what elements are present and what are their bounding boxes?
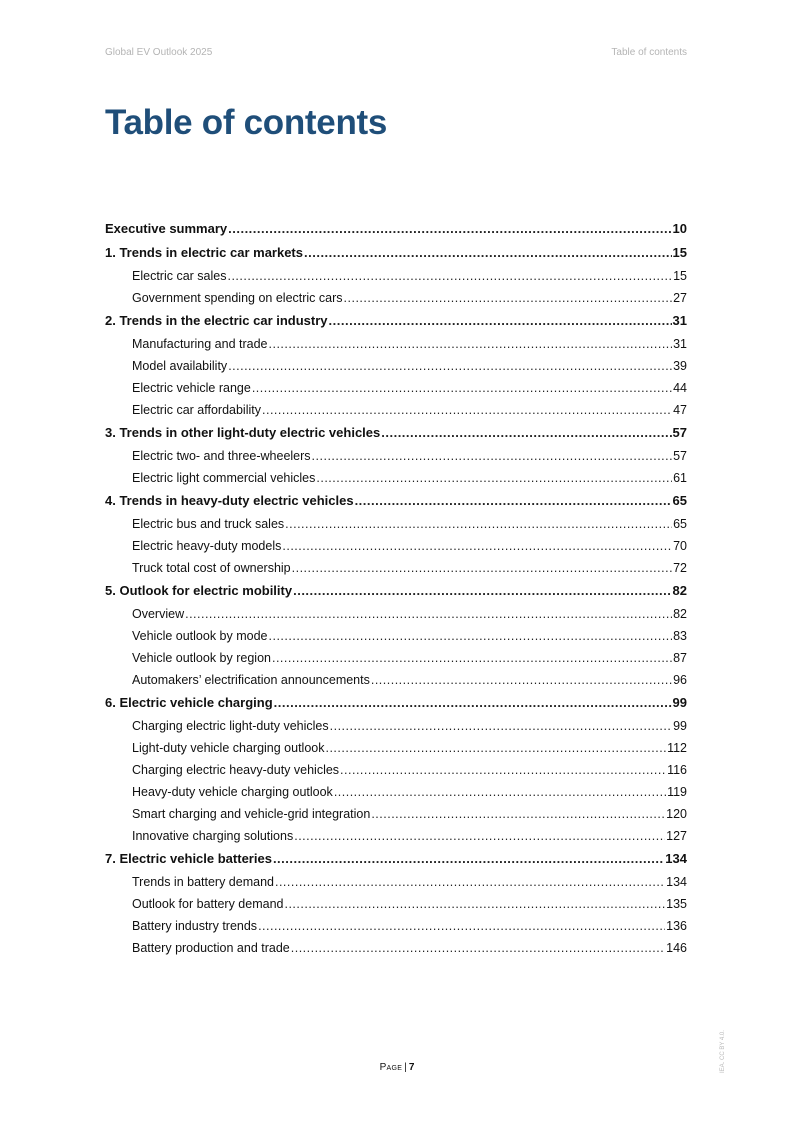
toc-section-entry[interactable] bbox=[105, 445, 687, 467]
dot-leader bbox=[291, 937, 665, 959]
page-number: 7 bbox=[408, 1062, 415, 1073]
toc-entry-label: Outlook for battery demand bbox=[132, 897, 284, 911]
toc-entry-page-number: 146 bbox=[666, 941, 687, 955]
dot-leader bbox=[274, 691, 672, 715]
page-label: Page bbox=[379, 1062, 403, 1073]
toc-section-entry[interactable] bbox=[105, 781, 687, 803]
toc-entry-label: Truck total cost of ownership bbox=[132, 561, 291, 575]
toc-entry-page-number: 83 bbox=[673, 629, 687, 643]
toc-entry-page-number: 15 bbox=[672, 245, 687, 260]
license-note: IEA. CC BY 4.0. bbox=[720, 1030, 726, 1073]
toc-entry-label: Executive summary bbox=[105, 221, 228, 236]
toc-entry-page-number: 112 bbox=[667, 741, 687, 755]
toc-entry-label: Innovative charging solutions bbox=[132, 829, 294, 843]
dot-leader bbox=[262, 399, 672, 421]
toc-entry-label: Trends in battery demand bbox=[132, 875, 274, 889]
toc-entry-page-number: 15 bbox=[673, 269, 687, 283]
dot-leader bbox=[258, 915, 665, 937]
toc-section-entry[interactable] bbox=[105, 937, 687, 959]
dot-leader bbox=[371, 803, 665, 825]
toc-entry-page-number: 31 bbox=[673, 337, 687, 351]
toc-section-entry[interactable] bbox=[105, 287, 687, 309]
dot-leader bbox=[293, 579, 671, 603]
toc-entry-page-number: 116 bbox=[667, 763, 687, 777]
dot-leader bbox=[355, 489, 672, 513]
toc-entry-page-number: 135 bbox=[666, 897, 687, 911]
toc-entry-label: Overview bbox=[132, 607, 185, 621]
dot-leader bbox=[292, 557, 672, 579]
toc-entry-page-number: 47 bbox=[673, 403, 687, 417]
toc-section-entry[interactable] bbox=[105, 871, 687, 893]
toc-section-entry[interactable] bbox=[105, 513, 687, 535]
toc-section-entry[interactable] bbox=[105, 715, 687, 737]
toc-entry-label: 7. Electric vehicle batteries bbox=[105, 851, 272, 866]
toc-entry-label: Electric car sales bbox=[132, 269, 227, 283]
toc-section-entry[interactable] bbox=[105, 825, 687, 847]
dot-leader bbox=[185, 603, 672, 625]
toc-entry-label: Charging electric heavy-duty vehicles bbox=[132, 763, 340, 777]
toc-entry-label: 4. Trends in heavy-duty electric vehicles bbox=[105, 493, 354, 508]
toc-entry-page-number: 87 bbox=[673, 651, 687, 665]
dot-leader bbox=[273, 847, 664, 871]
dot-leader bbox=[304, 241, 672, 265]
toc-section-entry[interactable] bbox=[105, 265, 687, 287]
toc-section-entry[interactable] bbox=[105, 355, 687, 377]
toc-chapter-entry[interactable] bbox=[105, 241, 687, 265]
running-header-section: Table of contents bbox=[611, 47, 687, 58]
toc-entry-label: 1. Trends in electric car markets bbox=[105, 245, 303, 260]
toc-section-entry[interactable] bbox=[105, 377, 687, 399]
table-of-contents bbox=[105, 217, 687, 959]
toc-entry-label: Electric bus and truck sales bbox=[132, 517, 285, 531]
toc-entry-page-number: 120 bbox=[666, 807, 687, 821]
toc-section-entry[interactable] bbox=[105, 669, 687, 691]
toc-entry-page-number: 31 bbox=[672, 313, 687, 328]
toc-entry-label: Electric two- and three-wheelers bbox=[132, 449, 311, 463]
dot-leader bbox=[285, 513, 672, 535]
toc-entry-page-number: 127 bbox=[666, 829, 687, 843]
dot-leader bbox=[344, 287, 673, 309]
toc-entry-label: Battery production and trade bbox=[132, 941, 290, 955]
toc-entry-label: 6. Electric vehicle charging bbox=[105, 695, 273, 710]
toc-entry-label: Charging electric light-duty vehicles bbox=[132, 719, 329, 733]
toc-entry-page-number: 72 bbox=[673, 561, 687, 575]
toc-entry-page-number: 57 bbox=[673, 449, 687, 463]
toc-entry-page-number: 99 bbox=[672, 695, 687, 710]
toc-section-entry[interactable] bbox=[105, 399, 687, 421]
toc-entry-page-number: 82 bbox=[672, 583, 687, 598]
toc-entry-label: Electric light commercial vehicles bbox=[132, 471, 316, 485]
toc-section-entry[interactable] bbox=[105, 557, 687, 579]
toc-entry-label: Model availability bbox=[132, 359, 228, 373]
toc-entry-label: Manufacturing and trade bbox=[132, 337, 268, 351]
toc-section-entry[interactable] bbox=[105, 647, 687, 669]
toc-chapter-entry[interactable] bbox=[105, 309, 687, 333]
dot-leader bbox=[275, 871, 665, 893]
dot-leader bbox=[228, 355, 672, 377]
toc-entry-page-number: 39 bbox=[673, 359, 687, 373]
toc-entry-page-number: 44 bbox=[673, 381, 687, 395]
toc-chapter-entry[interactable] bbox=[105, 579, 687, 603]
toc-entry-page-number: 136 bbox=[666, 919, 687, 933]
dot-leader bbox=[227, 265, 672, 287]
toc-entry-label: Electric car affordability bbox=[132, 403, 261, 417]
toc-entry-label: Heavy-duty vehicle charging outlook bbox=[132, 785, 333, 799]
page-separator: | bbox=[404, 1062, 407, 1073]
toc-entry-label: 3. Trends in other light-duty electric vehicles bbox=[105, 425, 381, 440]
toc-entry-label: Government spending on electric cars bbox=[132, 291, 343, 305]
toc-chapter-entry[interactable] bbox=[105, 421, 687, 445]
toc-section-entry[interactable] bbox=[105, 803, 687, 825]
dot-leader bbox=[294, 825, 665, 847]
toc-entry-label: Light-duty vehicle charging outlook bbox=[132, 741, 325, 755]
toc-entry-label: Battery industry trends bbox=[132, 919, 258, 933]
dot-leader bbox=[228, 217, 671, 241]
running-header-title: Global EV Outlook 2025 bbox=[105, 47, 213, 58]
toc-entry-page-number: 10 bbox=[672, 221, 687, 236]
dot-leader bbox=[282, 535, 672, 557]
toc-section-entry[interactable] bbox=[105, 915, 687, 937]
toc-entry-label: Vehicle outlook by region bbox=[132, 651, 271, 665]
dot-leader bbox=[381, 421, 671, 445]
toc-entry-label: 2. Trends in the electric car industry bbox=[105, 313, 328, 328]
dot-leader bbox=[272, 647, 672, 669]
toc-entry-page-number: 65 bbox=[672, 493, 687, 508]
toc-entry-page-number: 134 bbox=[665, 851, 687, 866]
dot-leader bbox=[334, 781, 666, 803]
dot-leader bbox=[325, 737, 666, 759]
toc-entry-page-number: 119 bbox=[667, 785, 687, 799]
toc-entry-page-number: 134 bbox=[666, 875, 687, 889]
toc-entry-page-number: 65 bbox=[673, 517, 687, 531]
toc-section-entry[interactable] bbox=[105, 603, 687, 625]
toc-entry-label: Electric vehicle range bbox=[132, 381, 251, 395]
toc-entry-page-number: 61 bbox=[673, 471, 687, 485]
toc-entry-page-number: 82 bbox=[673, 607, 687, 621]
toc-section-entry[interactable] bbox=[105, 467, 687, 489]
dot-leader bbox=[340, 759, 666, 781]
dot-leader bbox=[371, 669, 672, 691]
dot-leader bbox=[284, 893, 665, 915]
dot-leader bbox=[269, 625, 673, 647]
toc-chapter-entry[interactable] bbox=[105, 691, 687, 715]
dot-leader bbox=[312, 445, 673, 467]
toc-entry-label: Electric heavy-duty models bbox=[132, 539, 282, 553]
dot-leader bbox=[329, 309, 672, 333]
toc-entry-label: 5. Outlook for electric mobility bbox=[105, 583, 293, 598]
toc-entry-page-number: 27 bbox=[673, 291, 687, 305]
toc-entry-page-number: 99 bbox=[673, 719, 687, 733]
toc-chapter-entry[interactable] bbox=[105, 489, 687, 513]
dot-leader bbox=[252, 377, 672, 399]
toc-entry-page-number: 96 bbox=[673, 673, 687, 687]
toc-section-entry[interactable] bbox=[105, 535, 687, 557]
toc-entry-label: Smart charging and vehicle-grid integration bbox=[132, 807, 371, 821]
dot-leader bbox=[330, 715, 672, 737]
dot-leader bbox=[316, 467, 672, 489]
toc-section-entry[interactable] bbox=[105, 625, 687, 647]
dot-leader bbox=[269, 333, 673, 355]
toc-entry-page-number: 70 bbox=[673, 539, 687, 553]
toc-chapter-entry[interactable] bbox=[105, 217, 687, 241]
toc-entry-label: Automakers’ electrification announcements bbox=[132, 673, 370, 687]
toc-chapter-entry[interactable] bbox=[105, 847, 687, 871]
toc-section-entry[interactable] bbox=[105, 759, 687, 781]
page-title: Table of contents bbox=[105, 103, 388, 142]
toc-section-entry[interactable] bbox=[105, 333, 687, 355]
toc-entry-label: Vehicle outlook by mode bbox=[132, 629, 268, 643]
toc-section-entry[interactable] bbox=[105, 737, 687, 759]
page-footer bbox=[0, 1062, 794, 1073]
toc-entry-page-number: 57 bbox=[672, 425, 687, 440]
toc-section-entry[interactable] bbox=[105, 893, 687, 915]
